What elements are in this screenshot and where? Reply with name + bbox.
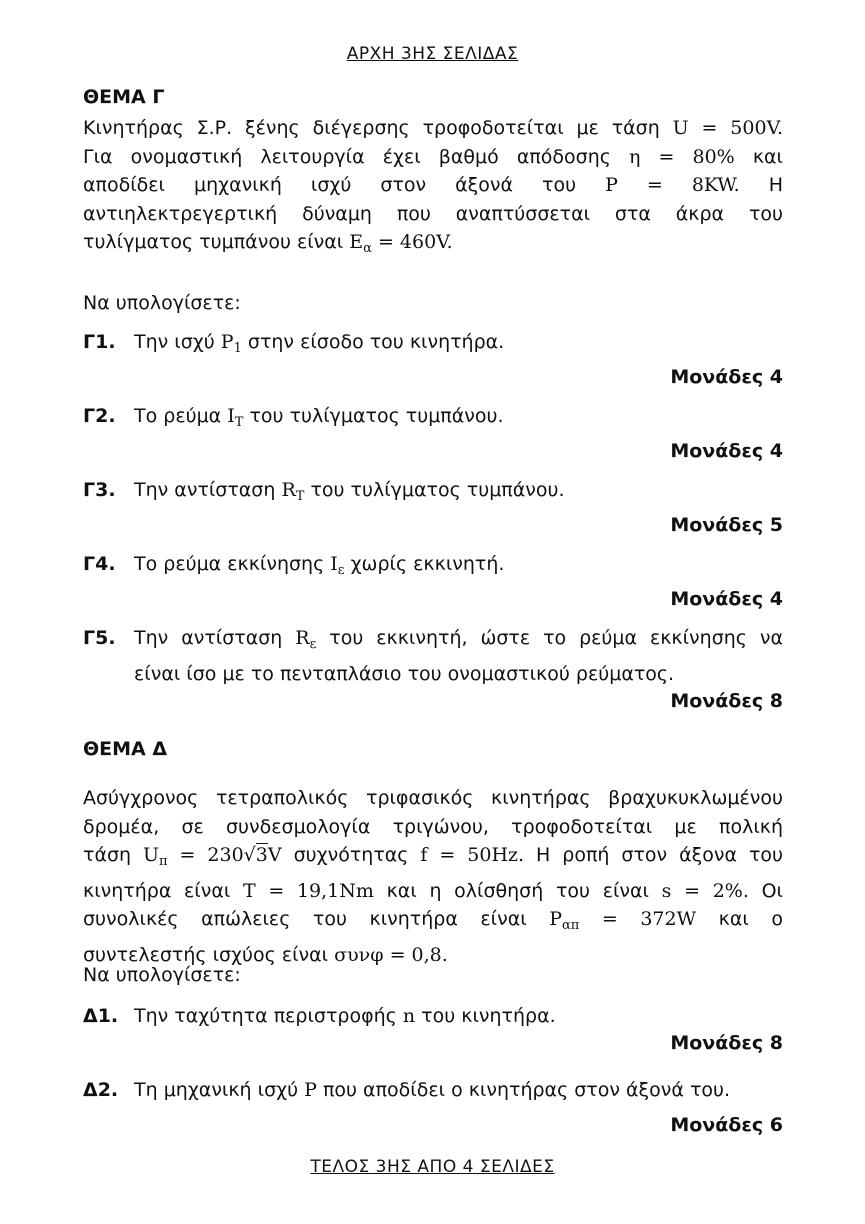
question-text: Την αντίσταση $R_\varepsilon$ του εκκινητή, ώστε το ρεύμα εκκίνησης να είναι ίσο με το πενταπλάσιο του ονομαστικού ρεύματος.: [134, 627, 784, 685]
question-text: Την αντίσταση $R_T$ του τυλίγματος τυμπάνου.: [134, 479, 565, 504]
marks-d2: Μονάδες 6: [670, 1114, 783, 1136]
marks-c2: Μονάδες 4: [670, 440, 783, 462]
desc-line: Ασύγχρονος τετραπολικός τριφασικός κινητήρας βραχυκυκλωμένου: [83, 787, 783, 809]
desc-line: Κινητήρας Σ.Ρ. ξένης διέγερσης τροφοδοτείται με τάση U = 500V.: [83, 117, 784, 139]
marks-c5: Μονάδες 8: [670, 690, 783, 712]
question-number: Γ4.: [83, 553, 116, 575]
topic-c-title: ΘΕΜΑ Γ: [83, 86, 165, 108]
desc-line: συντελεστής ισχύος είναι συνφ = 0,8.: [83, 943, 448, 966]
desc-line: αποδίδει μηχανική ισχύ στον άξονά του P = 8KW. Η: [83, 174, 783, 196]
question-number: Γ3.: [83, 479, 116, 501]
desc-line: κινητήρα είναι T = 19,1Nm και η ολίσθησή του είναι s = 2%. Οι: [83, 879, 783, 902]
question-text: Την ταχύτητα περιστροφής n του κινητήρα.: [134, 1005, 556, 1027]
question-number: Γ5.: [83, 627, 116, 649]
marks-c1: Μονάδες 4: [670, 366, 783, 388]
question-text: Το ρεύμα $I_T$ του τυλίγματος τυμπάνου.: [134, 405, 504, 430]
marks-d1: Μονάδες 8: [670, 1032, 783, 1054]
question-number: Δ2.: [83, 1079, 119, 1101]
topic-c-description: [83, 114, 783, 264]
question-text: Το ρεύμα εκκίνησης $I_\varepsilon$ χωρίς εκκινητή.: [134, 553, 505, 578]
topic-d-description: [83, 784, 783, 969]
question-number: Γ1.: [83, 331, 116, 353]
topic-d-prompt: Να υπολογίσετε:: [83, 964, 241, 986]
desc-line: τάση $U_\pi = 230√3V$ συχνότητας f = 50Hz. Η ροπή στον άξονα του: [83, 844, 783, 869]
desc-line: συνολικές απώλειες του κινητήρα είναι $P_{\alpha\pi} = 372W$ και ο: [83, 908, 784, 933]
question-number: Γ2.: [83, 405, 116, 427]
page-footer: ΤΕΛΟΣ 3ΗΣ ΑΠΟ 4 ΣΕΛΙΔΕΣ: [310, 1157, 555, 1177]
desc-line: αντιηλεκτρεγερτική δύναμη που αναπτύσσεται στα άκρα του: [83, 202, 783, 225]
page-header: ΑΡΧΗ 3ΗΣ ΣΕΛΙΔΑΣ: [346, 44, 519, 64]
marks-c3: Μονάδες 5: [670, 514, 783, 536]
desc-line: τυλίγματος τυμπάνου είναι $E_\alpha = 460V$.: [83, 231, 453, 256]
topic-d-title: ΘΕΜΑ Δ: [83, 738, 168, 760]
desc-line: δρομέα, σε συνδεσμολογία τριγώνου, τροφοδοτείται με πολική: [83, 815, 783, 838]
question-text: Την ισχύ $P_1$ στην είσοδο του κινητήρα.: [134, 331, 505, 356]
topic-c-prompt: Να υπολογίσετε:: [83, 292, 241, 314]
question-text: Τη μηχανική ισχύ P που αποδίδει ο κινητήρας στον άξονά του.: [134, 1079, 731, 1101]
desc-line: Για ονομαστική λειτουργία έχει βαθμό απόδοσης η = 80% και: [83, 145, 783, 168]
question-number: Δ1.: [83, 1005, 119, 1027]
marks-c4: Μονάδες 4: [670, 588, 783, 610]
